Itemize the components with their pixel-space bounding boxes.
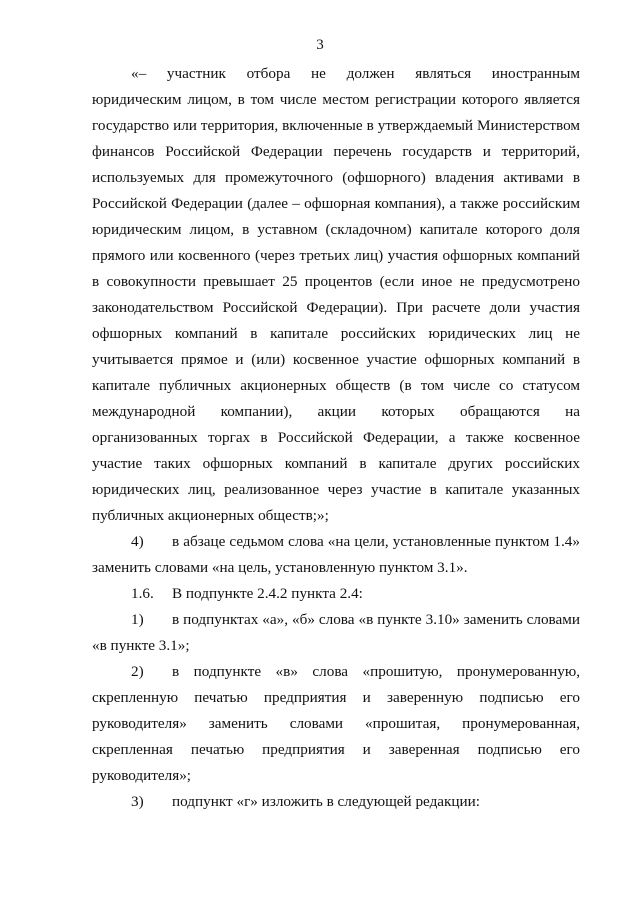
paragraph-line: финансов Российской Федерации перечень государств и территорий, — [92, 143, 580, 160]
item-line: заменить словами «на цель, установленную пунктом 3.1». — [92, 559, 468, 576]
paragraph-line: прямого или косвенного (через третьих лиц) участия офшорных компаний — [92, 247, 580, 264]
item-line: в абзаце седьмом слова «на цели, установленные пунктом 1.4» — [172, 533, 580, 550]
page-number: 3 — [316, 37, 324, 53]
paragraph-line: публичных акционерных обществ;»; — [92, 507, 329, 524]
paragraph-line: используемых для промежуточного (офшорного) владения активами в — [92, 169, 580, 186]
item-line: скрепленную печатью предприятия и заверенную подписью его — [92, 689, 580, 706]
paragraph-line: участие таких офшорных компаний в капитале других российских — [92, 455, 580, 472]
paragraph-line: организованных торгах в Российской Федерации, а также косвенное — [92, 429, 580, 446]
item-line: в подпункте «в» слова «прошитую, пронумерованную, — [172, 663, 580, 680]
paragraph-line: «– участник отбора не должен являться иностранным — [131, 65, 580, 82]
paragraph-line: законодательством Российской Федерации). При расчете доли участия — [92, 299, 580, 316]
item-line: руководителя» заменить словами «прошитая, пронумерованная, — [92, 715, 580, 732]
item-line: скрепленная печатью предприятия и заверенная подписью его — [92, 741, 580, 758]
item-line: подпункт «г» изложить в следующей редакции: — [172, 793, 481, 810]
paragraph-line: юридическим лицом, в том числе местом регистрации которого является — [92, 91, 580, 108]
paragraph-line: офшорных компаний в капитале российских юридических лиц не — [92, 325, 580, 342]
item-number: 4) — [131, 533, 144, 550]
paragraph-line: в совокупности превышает 25 процентов (если иное не предусмотрено — [92, 273, 580, 290]
item-line: руководителя»; — [92, 767, 192, 784]
item-number: 1.6. — [131, 585, 154, 602]
item-line: «в пункте 3.1»; — [92, 637, 190, 654]
item-line: в подпунктах «а», «б» слова «в пункте 3.10» заменить словами — [172, 611, 580, 628]
item-number: 2) — [131, 663, 144, 680]
item-line: В подпункте 2.4.2 пункта 2.4: — [172, 585, 363, 602]
paragraph-line: международной компании), акции которых обращаются на — [92, 403, 580, 420]
paragraph-line: учитывается прямое и (или) косвенное участие офшорных компаний в — [92, 351, 580, 368]
paragraph-line: юридическим лицом, в уставном (складочном) капитале которого доля — [92, 221, 580, 238]
paragraph-line: государство или территория, включенные в утверждаемый Министерством — [92, 117, 580, 134]
paragraph-line: Российской Федерации (далее – офшорная компания), а также российским — [92, 195, 580, 212]
paragraph-line: юридических лиц, реализованное через участие в капитале указанных — [92, 481, 580, 498]
item-number: 3) — [131, 793, 144, 810]
item-number: 1) — [131, 611, 144, 628]
paragraph-line: капитале публичных акционерных обществ (в том числе со статусом — [92, 377, 580, 394]
